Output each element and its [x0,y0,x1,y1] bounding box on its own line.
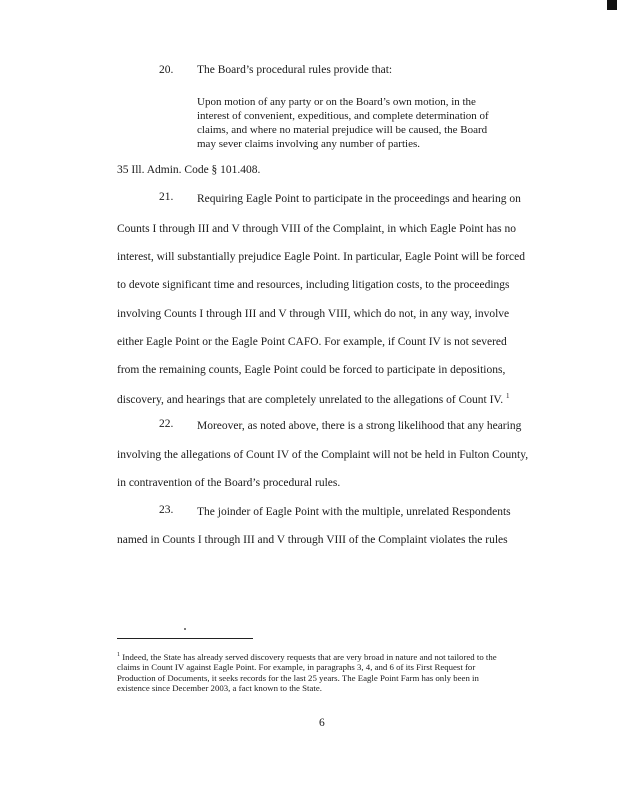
paragraph-21-line: to devote significant time and resources, including litigation costs, to the proceedings [117,279,510,291]
footnote [117,650,547,694]
paragraph-21-line: either Eagle Point or the Eagle Point CAFO. For example, if Count IV is not severed [117,336,507,348]
paragraph-22-number: 22. [159,418,174,430]
footnote-line: existence since December 2003, a fact known to the State. [117,683,322,694]
paragraph-20-text: The Board’s procedural rules provide that: [197,64,393,76]
quote-line: Upon motion of any party or on the Board’s own motion, in the [197,96,476,108]
paragraph-21-line: Counts I through III and V through VIII of the Complaint, in which Eagle Point has no [117,223,516,235]
quote-line: may sever claims involving any number of parties. [197,138,420,150]
paragraph-22-line: in contravention of the Board’s procedural rules. [117,477,341,489]
scan-speck [184,628,186,630]
footnote-reference: 1 [505,392,510,400]
page-number: 6 [319,717,325,729]
footnote-text: Indeed, the State has already served discovery requests that are very broad in nature and not tailored to the [122,651,497,662]
paragraph-22-line: Moreover, as noted above, there is a strong likelihood that any hearing [197,420,522,432]
footnote-marker: 1 [117,652,120,658]
block-quote [197,95,519,151]
paragraph-21-line: interest, will substantially prejudice Eagle Point. In particular, Eagle Point will be forced [117,251,525,263]
paragraph-21-line-text: discovery, and hearings that are completely unrelated to the allegations of Count IV. [117,393,504,406]
footnote-line: Production of Documents, it seeks records for the last 25 years. The Eagle Point Farm has only been in [117,672,479,683]
paragraph-23-number: 23. [159,504,174,516]
citation: 35 Ill. Admin. Code § 101.408. [117,164,261,176]
paragraph-23-line: The joinder of Eagle Point with the multiple, unrelated Respondents [197,506,511,518]
footnote-divider [117,638,253,639]
scan-corner-mark [607,0,617,10]
paragraph-20-number: 20. [159,64,174,76]
quote-line: interest of convenient, expeditious, and complete determination of [197,110,489,122]
paragraph-23-line: named in Counts I through III and V through VIII of the Complaint violates the rules [117,534,508,546]
footnote-line: claims in Count IV against Eagle Point. For example, in paragraphs 3, 4, and 6 of its First Request for [117,662,476,673]
paragraph-21-line-last [117,392,509,406]
quote-line: claims, and where no material prejudice will be caused, the Board [197,124,488,136]
paragraph-21-number: 21. [159,191,174,203]
footnote-line [117,650,547,662]
paragraph-21-line: involving Counts I through III and V through VIII, which do not, in any way, involve [117,308,510,320]
paragraph-21-line: Requiring Eagle Point to participate in the proceedings and hearing on [197,193,521,205]
paragraph-21-line: from the remaining counts, Eagle Point could be forced to participate in depositions, [117,364,506,376]
paragraph-22-line: involving the allegations of Count IV of the Complaint will not be held in Fulton County, [117,449,529,461]
